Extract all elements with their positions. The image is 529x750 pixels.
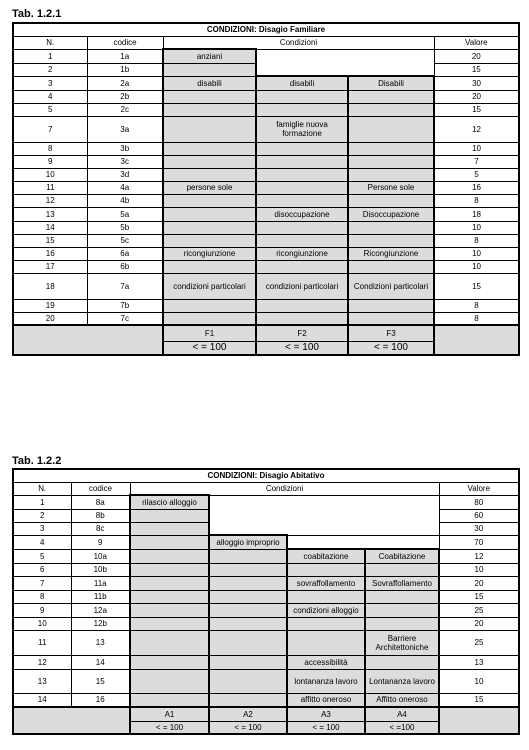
footer-a1: A1	[130, 707, 209, 721]
condition-empty	[163, 63, 256, 76]
condition-sovraffollamento-a4: Sovraffollamento	[365, 576, 439, 590]
cell-codice: 3a	[87, 116, 163, 142]
condition-empty	[163, 103, 256, 116]
cell-codice: 8c	[71, 522, 130, 535]
condition-ricongiunzione-f2: ricongiunzione	[256, 247, 348, 260]
cell-codice: 5c	[87, 234, 163, 247]
footer-limit-a4: < =100	[365, 721, 439, 734]
condition-empty	[130, 630, 209, 655]
condition-empty	[209, 655, 287, 669]
condition-empty	[130, 603, 209, 617]
cell-n: 9	[13, 155, 87, 168]
condition-empty	[209, 590, 287, 603]
condition-empty	[256, 155, 348, 168]
cell-n: 7	[13, 576, 71, 590]
condition-empty	[209, 576, 287, 590]
condition-ricongiunzione-f1: ricongiunzione	[163, 247, 256, 260]
condition-disabili-f3: Disabili	[348, 76, 434, 90]
cell-codice: 10a	[71, 549, 130, 563]
condition-lontananza-lavoro-a4: Lontananza lavoro	[365, 669, 439, 693]
cell-n: 14	[13, 221, 87, 234]
condition-empty	[256, 168, 348, 181]
condition-empty	[287, 590, 365, 603]
cell-codice: 12b	[71, 617, 130, 630]
cell-valore: 12	[439, 549, 519, 563]
cell-n: 3	[13, 522, 71, 535]
cell-codice: 15	[71, 669, 130, 693]
condition-empty	[365, 603, 439, 617]
cell-n: 16	[13, 247, 87, 260]
condition-disoccupazione-f2: disoccupazione	[256, 207, 348, 221]
cell-n: 1	[13, 49, 87, 63]
condition-empty	[209, 549, 287, 563]
cell-n: 5	[13, 103, 87, 116]
column-header-codice: codice	[87, 36, 163, 49]
cell-codice: 14	[71, 655, 130, 669]
condition-empty	[163, 221, 256, 234]
condition-coabitazione-a3: coabitazione	[287, 549, 365, 563]
condition-coabitazione-a4: Coabitazione	[365, 549, 439, 563]
condition-empty	[256, 312, 348, 325]
condition-empty	[130, 617, 209, 630]
condition-empty	[348, 312, 434, 325]
cell-codice: 11a	[71, 576, 130, 590]
cell-valore: 15	[439, 590, 519, 603]
condition-particolari-f1: condizioni particolari	[163, 273, 256, 299]
cell-n: 13	[13, 207, 87, 221]
column-header-condizioni: Condizioni	[163, 36, 434, 49]
condition-empty	[209, 617, 287, 630]
cell-valore: 8	[434, 194, 519, 207]
cell-codice: 4b	[87, 194, 163, 207]
footer-f3: F3	[348, 325, 434, 341]
cell-codice: 2c	[87, 103, 163, 116]
cell-valore: 25	[439, 630, 519, 655]
condition-ricongiunzione-f3: Ricongiunzione	[348, 247, 434, 260]
footer-limit-f2: < = 100	[256, 341, 348, 355]
cell-valore: 15	[434, 63, 519, 76]
condition-empty	[348, 142, 434, 155]
cell-n: 4	[13, 90, 87, 103]
cell-n: 11	[13, 181, 87, 194]
column-header-n: N.	[13, 36, 87, 49]
cell-n: 19	[13, 299, 87, 312]
condition-empty	[348, 116, 434, 142]
condition-persone-sole-f1: persone sole	[163, 181, 256, 194]
cell-codice: 7c	[87, 312, 163, 325]
condition-empty	[130, 535, 209, 549]
cell-valore: 20	[439, 576, 519, 590]
condition-empty	[256, 260, 348, 273]
cell-valore: 16	[434, 181, 519, 194]
cell-codice: 11b	[71, 590, 130, 603]
column-header-valore: Valore	[439, 482, 519, 495]
condition-empty	[163, 299, 256, 312]
condition-empty	[256, 221, 348, 234]
cell-valore: 7	[434, 155, 519, 168]
condition-empty	[256, 103, 348, 116]
cell-valore: 20	[434, 90, 519, 103]
cell-valore: 20	[439, 617, 519, 630]
condition-empty	[256, 142, 348, 155]
cell-valore: 10	[439, 563, 519, 576]
cell-valore: 8	[434, 312, 519, 325]
cell-codice: 4a	[87, 181, 163, 194]
empty-cell	[209, 495, 439, 535]
condition-alloggio-improprio: alloggio improprio	[209, 535, 287, 549]
footer-limit-f1: < = 100	[163, 341, 256, 355]
condition-empty	[130, 590, 209, 603]
condition-famiglie: famiglie nuova formazione	[256, 116, 348, 142]
condition-empty	[348, 155, 434, 168]
cell-valore: 10	[439, 669, 519, 693]
cell-n: 3	[13, 76, 87, 90]
condition-accessibilita: accessibilità	[287, 655, 365, 669]
condition-empty	[256, 194, 348, 207]
cell-codice: 16	[71, 693, 130, 707]
condition-empty	[348, 90, 434, 103]
cell-n: 2	[13, 509, 71, 522]
condition-empty	[256, 299, 348, 312]
table-2-label: Tab. 1.2.2	[12, 455, 62, 467]
table-1-label: Tab. 1.2.1	[12, 8, 62, 20]
condition-lontananza-lavoro-a3: lontananza lavoro	[287, 669, 365, 693]
cell-codice: 1a	[87, 49, 163, 63]
cell-n: 6	[13, 563, 71, 576]
condition-empty	[163, 116, 256, 142]
condition-affitto-oneroso-a4: Affitto oneroso	[365, 693, 439, 707]
column-header-codice: codice	[71, 482, 130, 495]
condition-empty	[287, 630, 365, 655]
cell-valore: 10	[434, 142, 519, 155]
cell-n: 15	[13, 234, 87, 247]
condition-empty	[130, 509, 209, 522]
condition-disabili-f2: disabili	[256, 76, 348, 90]
footer-a4: A4	[365, 707, 439, 721]
cell-n: 20	[13, 312, 87, 325]
cell-n: 8	[13, 142, 87, 155]
condition-disabili-f1: disabili	[163, 76, 256, 90]
cell-codice: 10b	[71, 563, 130, 576]
footer-a2: A2	[209, 707, 287, 721]
footer-f1: F1	[163, 325, 256, 341]
condition-empty	[348, 234, 434, 247]
condition-empty	[130, 549, 209, 563]
cell-codice: 7b	[87, 299, 163, 312]
condition-empty	[163, 155, 256, 168]
cell-codice: 2b	[87, 90, 163, 103]
cell-valore: 13	[439, 655, 519, 669]
cell-n: 7	[13, 116, 87, 142]
condition-empty	[256, 90, 348, 103]
condition-empty	[256, 234, 348, 247]
condition-empty	[365, 655, 439, 669]
footer-limit-a1: < = 100	[130, 721, 209, 734]
condition-empty	[348, 299, 434, 312]
cell-codice: 12a	[71, 603, 130, 617]
table-title: CONDIZIONI: Disagio Familiare	[13, 23, 519, 36]
cell-valore: 80	[439, 495, 519, 509]
condition-empty	[209, 669, 287, 693]
condition-condizioni-alloggio: condizioni alloggio	[287, 603, 365, 617]
cell-n: 18	[13, 273, 87, 299]
cell-valore: 20	[434, 49, 519, 63]
cell-n: 12	[13, 194, 87, 207]
condition-empty	[348, 194, 434, 207]
condition-empty	[365, 590, 439, 603]
cell-n: 11	[13, 630, 71, 655]
cell-valore: 18	[434, 207, 519, 221]
cell-codice: 8b	[71, 509, 130, 522]
cell-codice: 6a	[87, 247, 163, 260]
cell-valore: 60	[439, 509, 519, 522]
cell-valore: 10	[434, 247, 519, 260]
condition-empty	[130, 522, 209, 535]
condition-empty	[209, 630, 287, 655]
column-header-n: N.	[13, 482, 71, 495]
empty-cell	[256, 49, 434, 76]
condition-empty	[130, 693, 209, 707]
column-header-condizioni: Condizioni	[130, 482, 439, 495]
footer-empty	[434, 325, 519, 355]
table-title: CONDIZIONI: Disagio Abitativo	[13, 469, 519, 482]
condition-particolari-f2: condizioni particolari	[256, 273, 348, 299]
cell-n: 1	[13, 495, 71, 509]
cell-n: 14	[13, 693, 71, 707]
footer-f2: F2	[256, 325, 348, 341]
cell-codice: 5a	[87, 207, 163, 221]
condition-anziani: anziani	[163, 49, 256, 63]
cell-valore: 8	[434, 299, 519, 312]
condition-empty	[163, 168, 256, 181]
cell-valore: 5	[434, 168, 519, 181]
condition-empty	[163, 194, 256, 207]
condition-empty	[348, 260, 434, 273]
condition-empty	[287, 563, 365, 576]
cell-codice: 9	[71, 535, 130, 549]
cell-n: 4	[13, 535, 71, 549]
footer-empty	[13, 325, 163, 355]
condition-empty	[130, 669, 209, 693]
empty-cell	[287, 535, 439, 549]
cell-codice: 1b	[87, 63, 163, 76]
cell-codice: 5b	[87, 221, 163, 234]
cell-valore: 25	[439, 603, 519, 617]
cell-n: 8	[13, 590, 71, 603]
condition-empty	[163, 312, 256, 325]
cell-valore: 12	[434, 116, 519, 142]
condition-empty	[365, 617, 439, 630]
cell-valore: 15	[434, 103, 519, 116]
condition-empty	[163, 142, 256, 155]
condition-sovraffollamento-a3: sovraffollamento	[287, 576, 365, 590]
condition-empty	[163, 234, 256, 247]
cell-n: 17	[13, 260, 87, 273]
cell-codice: 3b	[87, 142, 163, 155]
condition-empty	[130, 655, 209, 669]
cell-valore: 10	[434, 221, 519, 234]
cell-n: 12	[13, 655, 71, 669]
condition-affitto-oneroso-a3: affitto oneroso	[287, 693, 365, 707]
cell-codice: 2a	[87, 76, 163, 90]
condition-empty	[130, 563, 209, 576]
column-header-valore: Valore	[434, 36, 519, 49]
table-disagio-abitativo	[12, 468, 520, 735]
cell-n: 5	[13, 549, 71, 563]
condition-empty	[348, 168, 434, 181]
condition-empty	[209, 603, 287, 617]
cell-n: 10	[13, 168, 87, 181]
cell-n: 13	[13, 669, 71, 693]
cell-n: 2	[13, 63, 87, 76]
condition-disoccupazione-f3: Disoccupazione	[348, 207, 434, 221]
condition-empty	[256, 181, 348, 194]
cell-valore: 8	[434, 234, 519, 247]
cell-valore: 15	[434, 273, 519, 299]
cell-codice: 8a	[71, 495, 130, 509]
footer-limit-a3: < = 100	[287, 721, 365, 734]
condition-empty	[287, 617, 365, 630]
condition-empty	[348, 221, 434, 234]
cell-codice: 7a	[87, 273, 163, 299]
footer-a3: A3	[287, 707, 365, 721]
table-disagio-familiare	[12, 22, 520, 356]
footer-empty	[439, 707, 519, 734]
condition-empty	[209, 693, 287, 707]
footer-empty	[13, 707, 130, 734]
cell-n: 9	[13, 603, 71, 617]
condition-barriere-architettoniche: Barriere Architettoniche	[365, 630, 439, 655]
cell-codice: 3c	[87, 155, 163, 168]
cell-codice: 6b	[87, 260, 163, 273]
cell-n: 10	[13, 617, 71, 630]
cell-valore: 10	[434, 260, 519, 273]
cell-codice: 3d	[87, 168, 163, 181]
condition-empty	[348, 103, 434, 116]
condition-empty	[365, 563, 439, 576]
condition-rilascio-alloggio: rilascio alloggio	[130, 495, 209, 509]
cell-valore: 70	[439, 535, 519, 549]
cell-valore: 30	[434, 76, 519, 90]
condition-empty	[130, 576, 209, 590]
cell-valore: 15	[439, 693, 519, 707]
condition-empty	[209, 563, 287, 576]
condition-particolari-f3: Condizioni particolari	[348, 273, 434, 299]
footer-limit-a2: < = 100	[209, 721, 287, 734]
condition-empty	[163, 260, 256, 273]
condition-empty	[163, 207, 256, 221]
cell-valore: 30	[439, 522, 519, 535]
cell-codice: 13	[71, 630, 130, 655]
footer-limit-f3: < = 100	[348, 341, 434, 355]
condition-empty	[163, 90, 256, 103]
condition-persone-sole-f3: Persone sole	[348, 181, 434, 194]
